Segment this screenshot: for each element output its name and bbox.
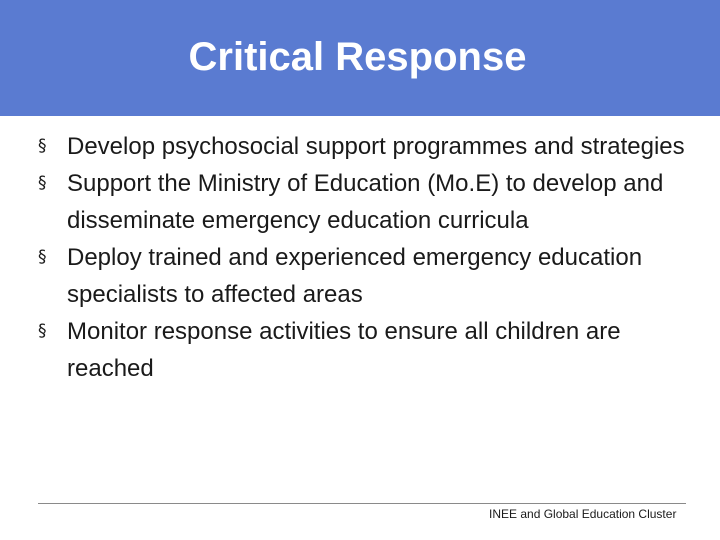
bullet-item bbox=[38, 165, 706, 239]
bullet-marker-icon: § bbox=[38, 173, 47, 193]
bullet-text: Deploy trained and experienced emergency education specialists to affected areas bbox=[67, 244, 643, 308]
bullet-item bbox=[38, 239, 706, 313]
bullet-marker-icon: § bbox=[38, 136, 47, 156]
bullet-marker-icon: § bbox=[38, 247, 47, 267]
bullet-text: Monitor response activities to ensure all children are reached bbox=[67, 318, 621, 382]
footer-divider bbox=[38, 503, 686, 504]
bullet-item bbox=[38, 128, 706, 165]
title-bar bbox=[0, 0, 720, 116]
bullet-item bbox=[38, 313, 706, 387]
footer-credit: INEE and Global Education Cluster bbox=[489, 507, 677, 521]
bullet-marker-icon: § bbox=[38, 321, 47, 341]
bullet-text: Support the Ministry of Education (Mo.E) to develop and disseminate emergency education curricula bbox=[67, 170, 664, 234]
bullet-list bbox=[38, 128, 706, 387]
slide-title: Critical Response bbox=[188, 35, 527, 79]
bullet-text: Develop psychosocial support programmes and strategies bbox=[67, 133, 685, 160]
